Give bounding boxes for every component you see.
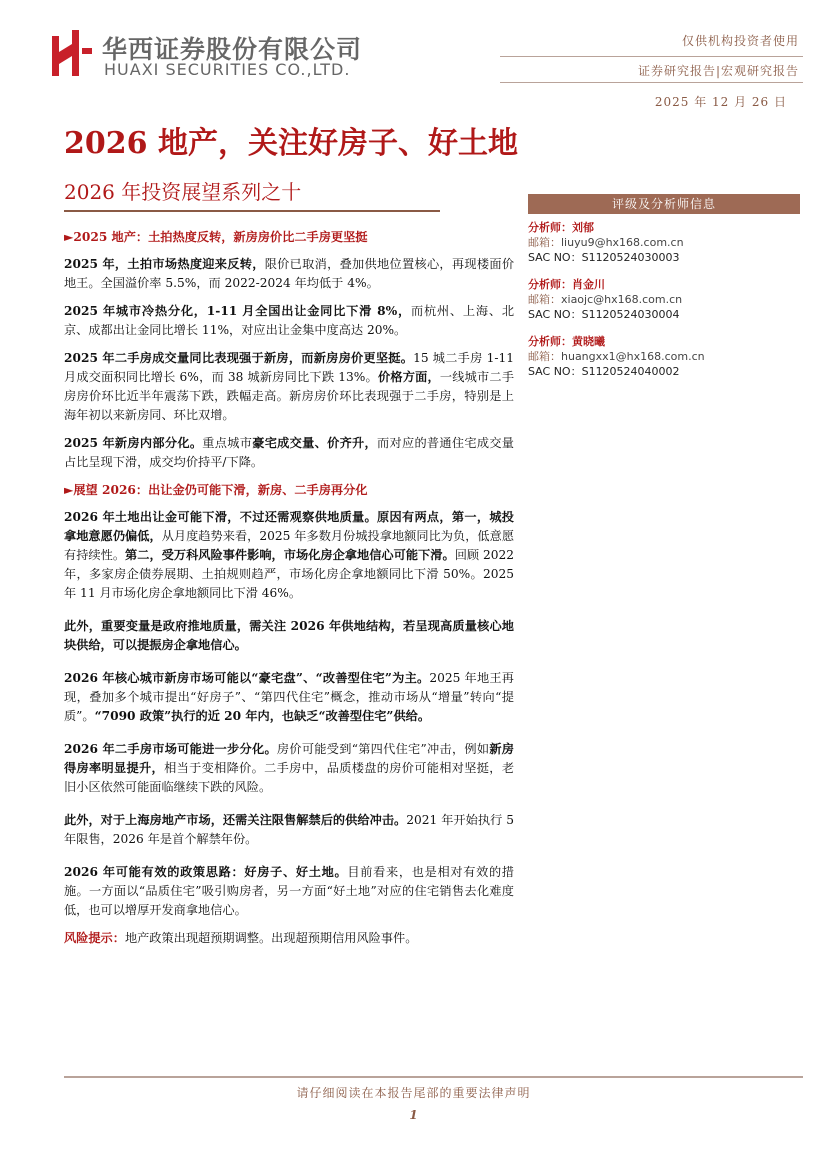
risk-note: 风险提示：地产政策出现超预期调整。出现超预期信用风险事件。	[64, 931, 418, 945]
body-paragraph: 此外，重要变量是政府推地质量，需关注 2026 年供地结构，若呈现高质量核心地块供给，可以提振房企拿地信心。	[64, 619, 514, 652]
analyst-sac: SAC NO：S1120524030003	[528, 251, 680, 264]
analyst-card	[528, 220, 800, 265]
body-paragraph: 2025 年二手房成交量同比表现强于新房，而新房房价更坚挺。15 城二手房 1-11 月成交面积同比增长 6%，而 38 城新房同比下跌 13%。价格方面，一线城市二手房房价环比近半年震荡下跌，跌幅走高。新房房价环比表现强于二手房，特别是上海年初以来新房同、环比双增。	[64, 351, 515, 422]
report-subtitle: 2026 年投资展望系列之十	[64, 180, 302, 204]
sidebar-heading: 评级及分析师信息	[528, 194, 800, 214]
analyst-name: 分析师：肖金川	[528, 278, 605, 291]
body-paragraph: 2026 年可能有效的政策思路：好房子、好土地。目前看来，也是相对有效的措施。一方面以“品质住宅”吸引购房者，另一方面“好土地”对应的住宅销售去化难度低，也可以增厚开发商拿地信心。	[64, 865, 514, 917]
analyst-card	[528, 334, 800, 379]
body-paragraph: 2026 年核心城市新房市场可能以“豪宅盘”、“改善型住宅”为主。2025 年地王再现，叠加多个城市提出“好房子”、“第四代住宅”概念，推动市场从“增量”转向“提质”。“7090 政策”执行的近 20 年内，也缺乏“改善型住宅”供给。	[64, 671, 514, 723]
header-divider	[500, 56, 803, 57]
body-paragraph: 2025 年新房内部分化。重点城市豪宅成交量、价齐升，而对应的普通住宅成交量占比呈现下滑，成交均价持平/下降。	[64, 436, 514, 469]
subtitle-underline	[64, 210, 440, 212]
analyst-email: 邮箱：xiaojc@hx168.com.cn	[528, 293, 683, 306]
analyst-sac: SAC NO：S1120524040002	[528, 365, 680, 378]
brand-name-en: HUAXI SECURITIES CO.,LTD.	[104, 60, 351, 79]
header-divider	[500, 82, 803, 83]
main-content	[64, 228, 514, 957]
audience-note: 仅供机构投资者使用	[681, 34, 799, 48]
section-heading: ►2025 地产：土拍热度反转，新房房价比二手房更坚挺	[64, 230, 368, 244]
section-heading: ►展望 2026：出让金仍可能下滑，新房、二手房再分化	[64, 483, 368, 497]
body-paragraph: 2026 年土地出让金可能下滑，不过还需观察供地质量。原因有两点，第一，城投拿地意愿仍偏低，从月度趋势来看，2025 年多数月份城投拿地额同比为负，低意愿有持续性。第二，受万科风险事件影响，市场化房企拿地信心可能下滑。回顾 2022 年，多家房企债券展期、土拍规则趋严，市场化房企拿地额同比下滑 50%。2025 年 11 月市场化房企拿地额同比下滑 46%。	[64, 510, 515, 600]
body-paragraph: 2026 年二手房市场可能进一步分化。房价可能受到“第四代住宅”冲击，例如新房得房率明显提升，相当于变相降价。二手房中，品质楼盘的房价可能相对坚挺，老旧小区依然可能面临继续下跌的风险。	[64, 742, 515, 794]
brand-name-cn: 华西证券股份有限公司	[102, 35, 363, 64]
report-title: 2026 地产，关注好房子、好土地	[64, 126, 518, 161]
report-date: 2025 年 12 月 26 日	[654, 95, 787, 109]
body-paragraph: 此外，对于上海房地产市场，还需关注限售解禁后的供给冲击。2021 年开始执行 5 年限售，2026 年是首个解禁年份。	[64, 813, 514, 846]
analyst-email: 邮箱：huangxx1@hx168.com.cn	[528, 350, 705, 363]
analyst-name: 分析师：刘郁	[528, 221, 594, 234]
body-paragraph: 2025 年，土拍市场热度迎来反转，限价已取消，叠加供地位置核心，再现楼面价地王。全国溢价率 5.5%，而 2022-2024 年均低于 4%。	[64, 257, 515, 290]
analyst-sac: SAC NO：S1120524030004	[528, 308, 680, 321]
report-type: 证券研究报告|宏观研究报告	[637, 64, 799, 78]
huaxi-logo-icon	[52, 30, 94, 76]
page-number: 1	[409, 1108, 418, 1122]
analyst-email: 邮箱：liuyu9@hx168.com.cn	[528, 236, 684, 249]
analyst-card	[528, 277, 800, 322]
analyst-sidebar	[528, 194, 800, 379]
legal-disclaimer-note: 请仔细阅读在本报告尾部的重要法律声明	[296, 1086, 531, 1100]
footer-divider	[64, 1076, 803, 1078]
analyst-name: 分析师：黄晓曦	[528, 335, 605, 348]
body-paragraph: 2025 年城市冷热分化，1-11 月全国出让金同比下滑 8%，而杭州、上海、北京、成都出让金同比增长 11%，对应出让金集中度高达 20%。	[64, 304, 515, 337]
